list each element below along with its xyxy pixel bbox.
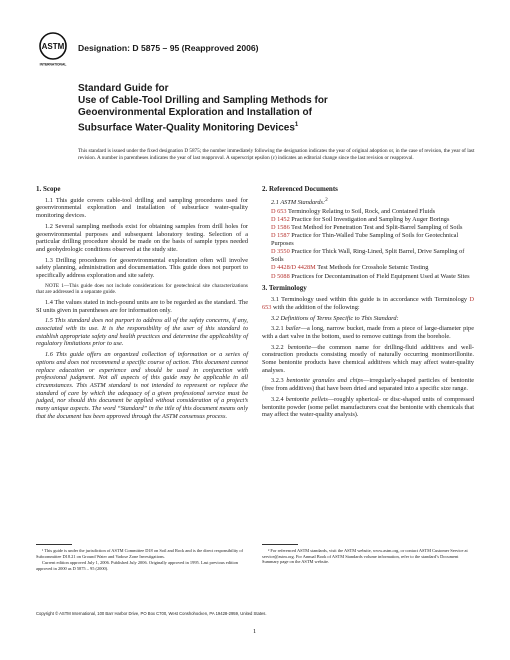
footnote-rule-left xyxy=(36,544,72,545)
copyright: Copyright © ASTM International, 100 Barr Harbor Drive, PO Box C700, West Conshohocken, PA 19428-2959, United States. xyxy=(36,611,267,616)
svg-text:ASTM: ASTM xyxy=(41,42,65,51)
para-1-5: 1.5 This standard does not purport to address all of the safety concerns, if any, associated with its use. It is the responsibility of the user of this standard to establish appropriate safety and health practices and determine the applicability of regulatory limitations prior to use. xyxy=(36,317,248,348)
designation: Designation: D 5875 – 95 (Reapproved 2006) xyxy=(78,43,259,53)
para-1-6: 1.6 This guide offers an organized collection of information or a series of options and does not recommend a specific course of action. This document cannot replace education or experience and should be used in conjunction with professional judgment. Not all aspects of this guide may be applicable in all circumstances. This ASTM standard is not intended to represent or replace the standard of care by which the adequacy of a given professional service must be judged, nor should this document be applied without consideration of a project’s many unique aspects. The word “Standard” in the title of this document means only that the document has been approved through the ASTM consensus process. xyxy=(36,351,248,420)
para-1-3: 1.3 Drilling procedures for geoenvironmental exploration often will involve safety planning, administration and documentation. This guide does not purport to specifically address exploration and site safety. xyxy=(36,256,248,280)
issue-note: This standard is issued under the fixed designation D 5875; the number immediately following the designation indicates the year of original adoption or, in the case of revision, the year of last revision. A number in parentheses indicates the year of last reapproval. A superscript epsilon (ε) indicates an editorial change since the last revision or reapproval. xyxy=(78,148,475,161)
ref-link[interactable]: D 1586 xyxy=(271,224,290,232)
ref-link[interactable]: D 4428/D 4428M xyxy=(271,264,316,272)
footnote-left xyxy=(36,548,248,572)
ref-item: D 3550 Practice for Thick Wall, Ring-Lined, Split Barrel, Drive Sampling of Soils xyxy=(271,248,465,264)
def-bentonite-pellets: 3.2.4 bentonite pellets—roughly spherical- or disc-shaped units of compressed bentonite powder (some pellet manufacturers coat the bentonite with chemicals that may affect the water-quality analysis). xyxy=(262,395,474,419)
ref-item: D 653 Terminology Relating to Soil, Rock, and Contained Fluids xyxy=(271,207,436,215)
right-column xyxy=(262,186,474,422)
para-3-2: 3.2 Definitions of Terms Specific to This Standard: xyxy=(271,314,399,322)
terminology-heading: 3. Terminology xyxy=(262,284,307,293)
guide-type: Standard Guide for xyxy=(78,83,169,94)
def-bailer: 3.2.1 bailer—a long, narrow bucket, made from a piece of large-diameter pipe with a dart valve in the bottom, used to remove cuttings from the borehole. xyxy=(262,325,474,340)
ref-item: D 4428/D 4428M Test Methods for Crosshole Seismic Testing xyxy=(271,264,429,272)
title-block xyxy=(78,83,478,134)
ref-link[interactable]: D 3550 xyxy=(271,248,290,256)
ref-link[interactable]: D 5088 xyxy=(271,272,290,280)
para-1-1: 1.1 This guide covers cable-tool drilling and sampling procedures used for geoenvironmental exploration and installation of subsurface water-quality monitoring devices. xyxy=(36,196,248,220)
ref-item: D 1586 Test Method for Penetration Test and Split-Barrel Sampling of Soils xyxy=(271,224,463,232)
terminology-link[interactable]: D 653 xyxy=(262,296,474,311)
footnote-1b: Current edition approved July 1, 2006. Published July 2006. Originally approved in 1995. Last previous edition approved in 2000 as D 5875 – 95 (2000). xyxy=(36,560,238,571)
footnote-rule-right xyxy=(262,544,298,545)
ref-link[interactable]: D 1587 xyxy=(271,232,290,240)
def-bentonite: 3.2.2 bentonite—the common name for drilling-fluid additives and well-construction products consisting mostly of naturally occurring montmorillonite. Some bentonite products have chemical additives which may affect water-quality analyses. xyxy=(262,343,474,374)
ref-item: D 5088 Practices for Decontamination of Field Equipment Used at Waste Sites xyxy=(271,272,470,280)
left-column xyxy=(36,186,248,423)
footnote-1: ¹ This guide is under the jurisdiction of ASTM Committee D18 on Soil and Rock and is the direct responsibility of Subcommittee D18.21 on Ground Water and Vadose Zone Investigations. xyxy=(36,548,243,559)
def-bentonite-granules: 3.2.3 bentonite granules and chips—irregularly-shaped particles of bentonite (free from additives) that have been dried and separated into a specific size range. xyxy=(262,377,475,393)
para-1-4: 1.4 The values stated in inch-pound units are to be regarded as the standard. The SI units given in parentheses are for information only. xyxy=(36,298,248,314)
ref-link[interactable]: D 653 xyxy=(271,207,287,215)
referenced-documents-heading: 2. Referenced Documents xyxy=(262,185,338,193)
page-number: 1 xyxy=(253,628,257,635)
note-1: NOTE 1—This guide does not include considerations for geotechnical site characterizations that are addressed in a separate guide. xyxy=(36,282,248,296)
scope-heading: 1. Scope xyxy=(36,185,61,193)
title-line-1: Use of Cable-Tool Drilling and Sampling Methods for xyxy=(78,95,328,106)
para-1-2: 1.2 Several sampling methods exist for obtaining samples from drill holes for geoenvironmental purposes and subsequent laboratory testing. Selection of a particular drilling procedure should be made on the basis of sample types needed and geohydrologic conditions observed at the study site. xyxy=(36,222,248,253)
title-line-2: Geoenvironmental Exploration and Installation of xyxy=(78,107,312,118)
ref-item: D 1587 Practice for Thin-Walled Tube Sampling of Soils for Geotechnical Purposes xyxy=(271,232,459,248)
ref-link[interactable]: D 1452 xyxy=(271,215,290,223)
svg-text:INTERNATIONAL: INTERNATIONAL xyxy=(39,62,67,67)
ref-item: D 1452 Practice for Soil Investigation and Sampling by Auger Borings xyxy=(271,215,450,223)
refs-intro: 2.1 ASTM Standards:$^2$ xyxy=(271,196,328,206)
footnote-right xyxy=(262,548,474,566)
astm-logo xyxy=(38,32,68,68)
title-line-3: Subsurface Water-Quality Monitoring Devices$^1$ xyxy=(78,122,299,134)
footnote-2: ² For referenced ASTM standards, visit the ASTM website, www.astm.org, or contact ASTM Customer Service at service@astm.org. For Annual Book of ASTM Standards volume information, refer to the standard’s Document Summary page on the ASTM website. xyxy=(262,548,468,565)
para-3-1: 3.1 Terminology used within this guide is in accordance with Terminology D 653 with the addition of the following: xyxy=(262,296,474,311)
